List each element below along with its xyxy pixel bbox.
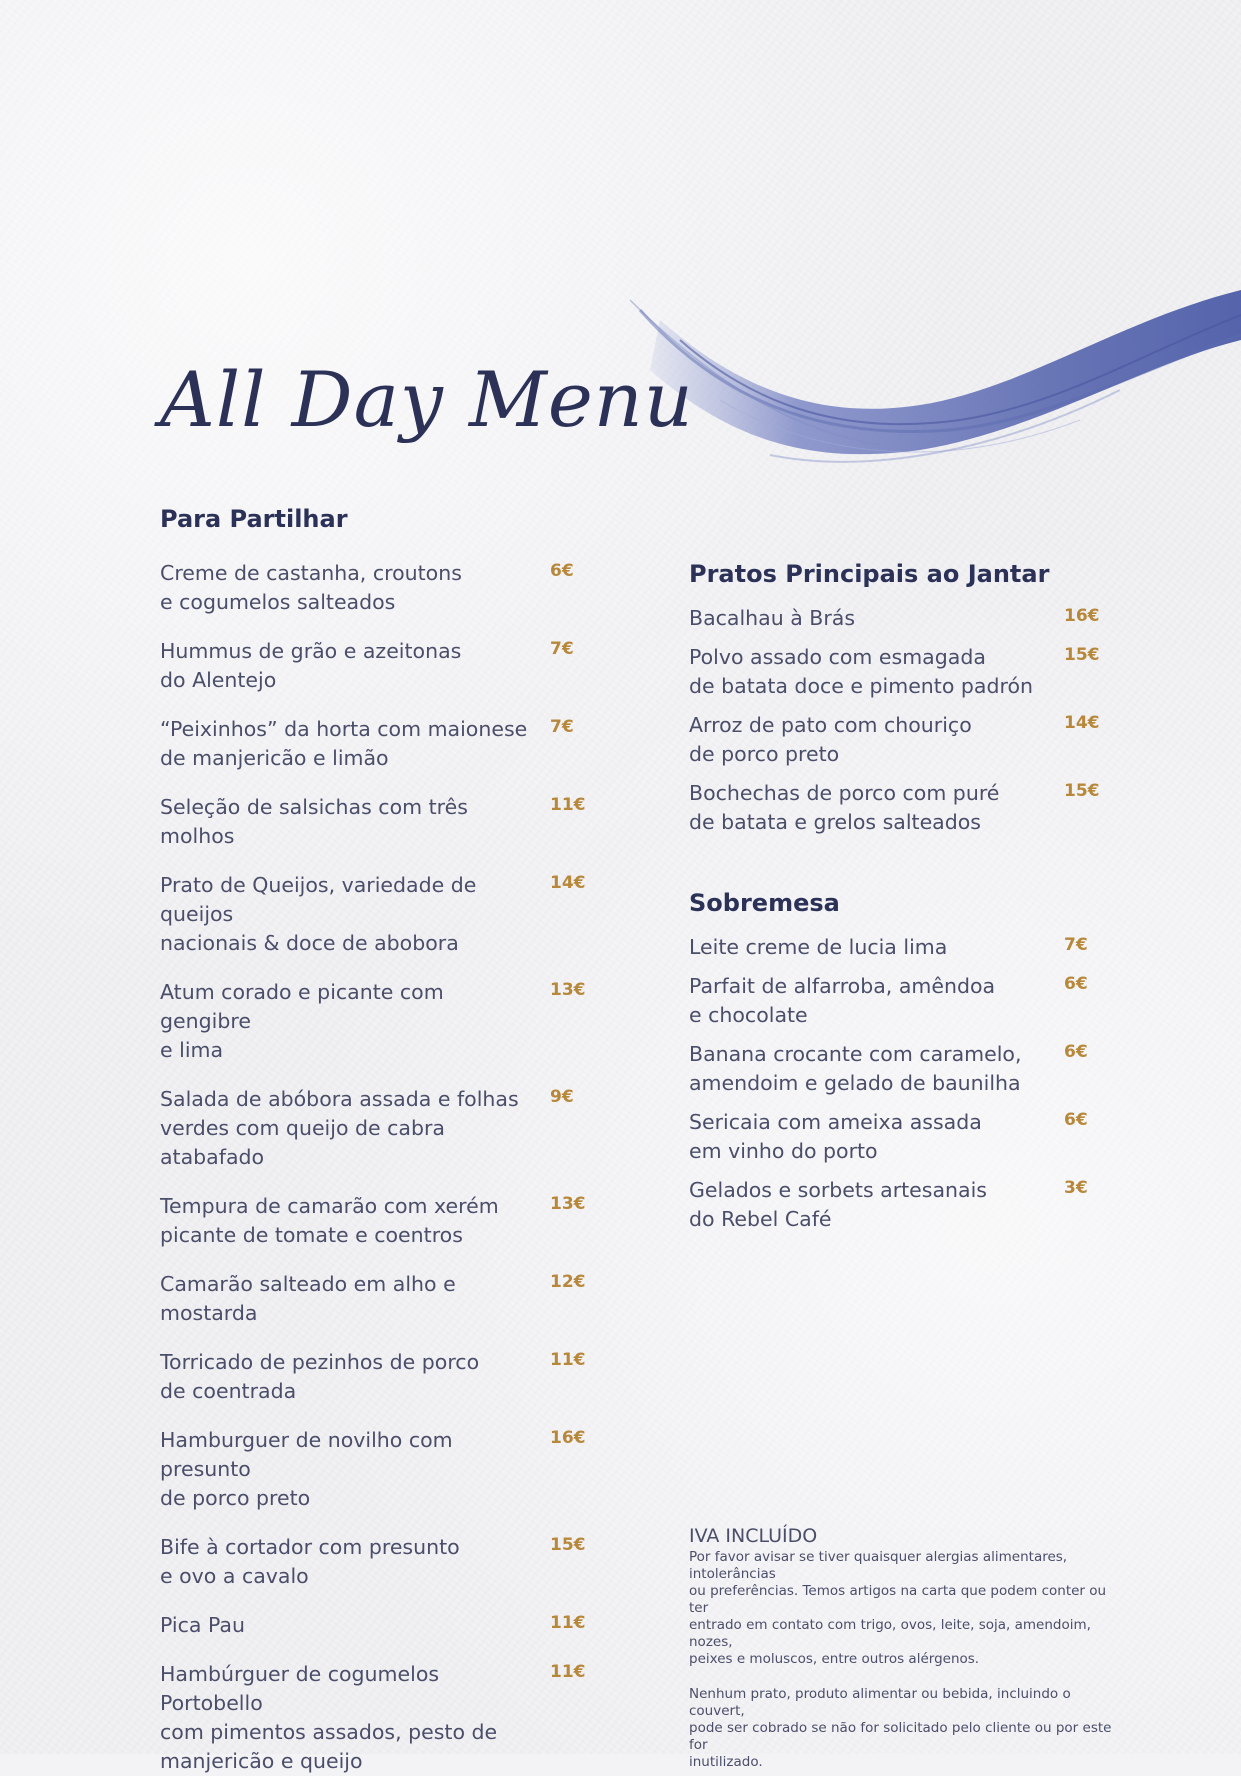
- item-name: Hambúrguer de cogumelos Portobello com pimentos assados, pesto de manjericão e queijo: [160, 1662, 498, 1773]
- menu-item: [160, 1611, 590, 1640]
- menu-item: [689, 643, 1099, 701]
- item-price: 6€: [550, 561, 574, 581]
- item-price: 12€: [550, 1272, 586, 1292]
- menu-item: [689, 1176, 1099, 1234]
- item-price: 11€: [550, 1613, 586, 1633]
- item-price: 7€: [550, 717, 574, 737]
- item-price: 13€: [550, 980, 586, 1000]
- menu-item: [160, 1348, 590, 1406]
- menu-item: [160, 1533, 590, 1591]
- section-title: Sobremesa: [689, 889, 840, 917]
- item-price: 11€: [550, 1350, 586, 1370]
- item-name: Seleção de salsichas com três molhos: [160, 795, 468, 848]
- menu-item: [160, 637, 590, 695]
- menu-item: [160, 793, 590, 851]
- item-name: Creme de castanha, croutons e cogumelos salteados: [160, 561, 462, 614]
- item-name: Prato de Queijos, variedade de queijos nacionais & doce de abobora: [160, 873, 477, 955]
- couvert-notice: Nenhum prato, produto alimentar ou bebida, incluindo o couvert, pode ser cobrado se não for solicitado pelo cliente ou por este for inutilizado.: [689, 1686, 1112, 1770]
- item-price: 7€: [1064, 935, 1088, 955]
- item-name: Tempura de camarão com xerém picante de tomate e coentros: [160, 1194, 499, 1247]
- menu-item: [160, 871, 590, 958]
- menu-item: [689, 933, 1099, 962]
- item-name: Leite creme de lucia lima: [689, 935, 948, 959]
- menu-item: [689, 1040, 1099, 1098]
- menu-item: [689, 1108, 1099, 1166]
- menu-item: [689, 604, 1099, 633]
- item-name: Arroz de pato com chouriço de porco preto: [689, 713, 972, 766]
- section-sobremesa: [689, 889, 1099, 1234]
- menu-item: [160, 715, 590, 773]
- footer-notes: [689, 1525, 1129, 1771]
- menu-item: [160, 978, 590, 1065]
- item-price: 14€: [550, 873, 586, 893]
- item-price: 15€: [550, 1535, 586, 1555]
- item-price: 16€: [1064, 606, 1100, 626]
- item-name: “Peixinhos” da horta com maionese de manjericão e limão: [160, 717, 528, 770]
- menu-item: [160, 1085, 590, 1172]
- item-price: 6€: [1064, 1110, 1088, 1130]
- item-price: 16€: [550, 1428, 586, 1448]
- item-price: 13€: [550, 1194, 586, 1214]
- item-name: Camarão salteado em alho e mostarda: [160, 1272, 456, 1325]
- menu-item: [689, 711, 1099, 769]
- iva-notice: IVA INCLUÍDO: [689, 1525, 818, 1547]
- menu-item: [689, 779, 1099, 837]
- item-name: Hummus de grão e azeitonas do Alentejo: [160, 639, 462, 692]
- menu-item: [160, 1426, 590, 1513]
- item-price: 11€: [550, 1662, 586, 1682]
- item-name: Bife à cortador com presunto e ovo a cavalo: [160, 1535, 460, 1588]
- item-price: 7€: [550, 639, 574, 659]
- item-price: 9€: [550, 1087, 574, 1107]
- right-column: [689, 560, 1099, 1234]
- section-pratos-principais: [689, 560, 1099, 837]
- item-name: Polvo assado com esmagada de batata doce e pimento padrón: [689, 645, 1033, 698]
- item-price: 3€: [1064, 1178, 1088, 1198]
- item-name: Gelados e sorbets artesanais do Rebel Café: [689, 1178, 987, 1231]
- item-name: Pica Pau: [160, 1613, 245, 1637]
- item-price: 15€: [1064, 781, 1100, 801]
- item-name: Salada de abóbora assada e folhas verdes com queijo de cabra atabafado: [160, 1087, 519, 1169]
- item-name: Hamburguer de novilho com presunto de porco preto: [160, 1428, 453, 1510]
- menu-item: [160, 559, 590, 617]
- item-name: Atum corado e picante com gengibre e lima: [160, 980, 444, 1062]
- menu-item: [689, 972, 1099, 1030]
- item-name: Banana crocante com caramelo, amendoim e gelado de baunilha: [689, 1042, 1022, 1095]
- menu-title: All Day Menu: [160, 355, 694, 444]
- item-name: Bochechas de porco com puré de batata e grelos salteados: [689, 781, 1000, 834]
- item-price: 14€: [1064, 713, 1100, 733]
- item-price: 15€: [1064, 645, 1100, 665]
- section-title: Para Partilhar: [160, 505, 348, 533]
- menu-item: [160, 1270, 590, 1328]
- menu-item: [160, 1192, 590, 1250]
- item-name: Bacalhau à Brás: [689, 606, 856, 630]
- item-name: Sericaia com ameixa assada em vinho do porto: [689, 1110, 982, 1163]
- item-name: Torricado de pezinhos de porco de coentrada: [160, 1350, 480, 1403]
- section-title: Pratos Principais ao Jantar: [689, 560, 1050, 588]
- section-para-partilhar: [160, 505, 590, 1776]
- allergen-notice: Por favor avisar se tiver quaisquer alergias alimentares, intolerâncias ou preferências. Temos artigos na carta que podem conter ou ter entrado em contato com trigo, ovos, leite, soja, amendoim, nozes, peixes e moluscos, entre outros alérgenos.: [689, 1549, 1107, 1667]
- item-price: 11€: [550, 795, 586, 815]
- item-price: 6€: [1064, 1042, 1088, 1062]
- item-price: 6€: [1064, 974, 1088, 994]
- item-name: Parfait de alfarroba, amêndoa e chocolate: [689, 974, 996, 1027]
- brush-stroke-decoration: [620, 280, 1241, 510]
- menu-item: [160, 1660, 590, 1776]
